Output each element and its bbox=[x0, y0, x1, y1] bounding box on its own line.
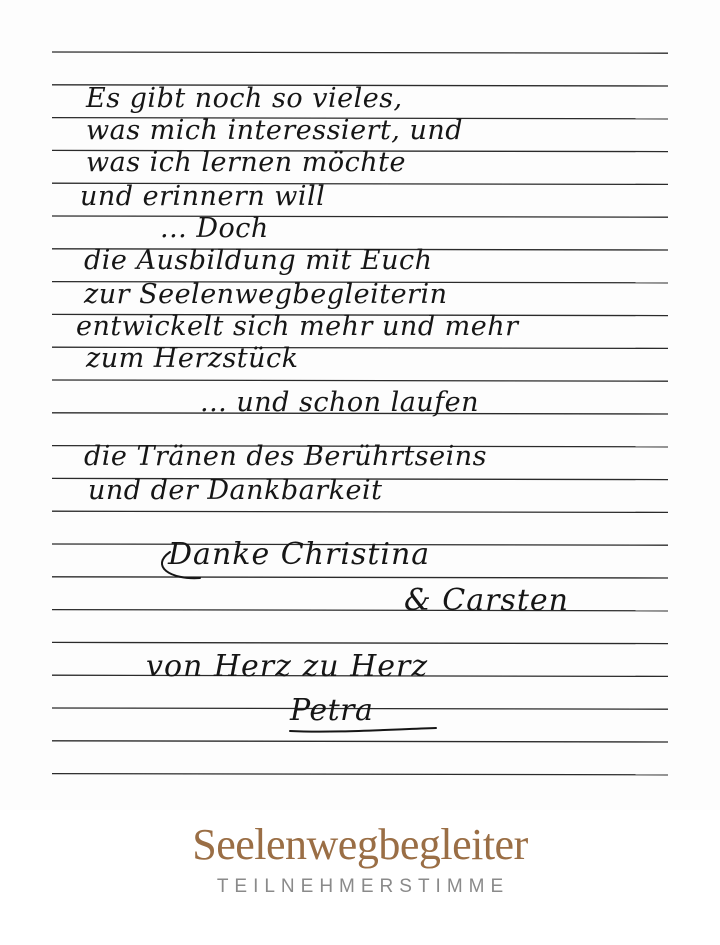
closing-line: von Herz zu Herz bbox=[146, 649, 429, 684]
ruled-line bbox=[52, 741, 668, 742]
ruled-line bbox=[52, 610, 668, 611]
note-line-3: was ich lernen möchte bbox=[86, 147, 406, 178]
note-line-2: was mich interessiert, und bbox=[86, 115, 464, 146]
ruled-line bbox=[52, 774, 668, 775]
thanks-line: Danke Christina bbox=[168, 537, 431, 572]
ruled-line bbox=[52, 577, 668, 578]
note-line-9: zum Herzstück bbox=[86, 343, 299, 374]
brand-name: Seelenwegbegleiter bbox=[192, 820, 528, 869]
pen-flourish bbox=[290, 728, 436, 732]
thanks-partner-line: & Carsten bbox=[404, 583, 569, 618]
ruled-line bbox=[52, 642, 668, 643]
brand-footer bbox=[0, 820, 720, 898]
note-line-4: und erinnern will bbox=[80, 181, 326, 212]
note-line-6: die Ausbildung mit Euch bbox=[84, 245, 433, 276]
ruled-line bbox=[52, 511, 668, 512]
note-line-10: ... und schon laufen bbox=[200, 387, 480, 418]
note-line-12: und der Dankbarkeit bbox=[88, 475, 383, 506]
ruled-line bbox=[52, 380, 668, 381]
ruled-line bbox=[52, 52, 668, 53]
brand-subtitle: TEILNEHMERSTIMME bbox=[216, 876, 510, 897]
ruled-line bbox=[52, 216, 668, 217]
note-line-5: ... Doch bbox=[160, 213, 269, 244]
note-line-1: Es gibt noch so vieles, bbox=[86, 83, 403, 114]
note-line-7: zur Seelenwegbegleiterin bbox=[84, 279, 448, 310]
note-line-8: entwickelt sich mehr und mehr bbox=[76, 311, 519, 342]
signature: Petra bbox=[290, 693, 374, 728]
note-line-11: die Tränen des Berührtseins bbox=[84, 441, 488, 472]
